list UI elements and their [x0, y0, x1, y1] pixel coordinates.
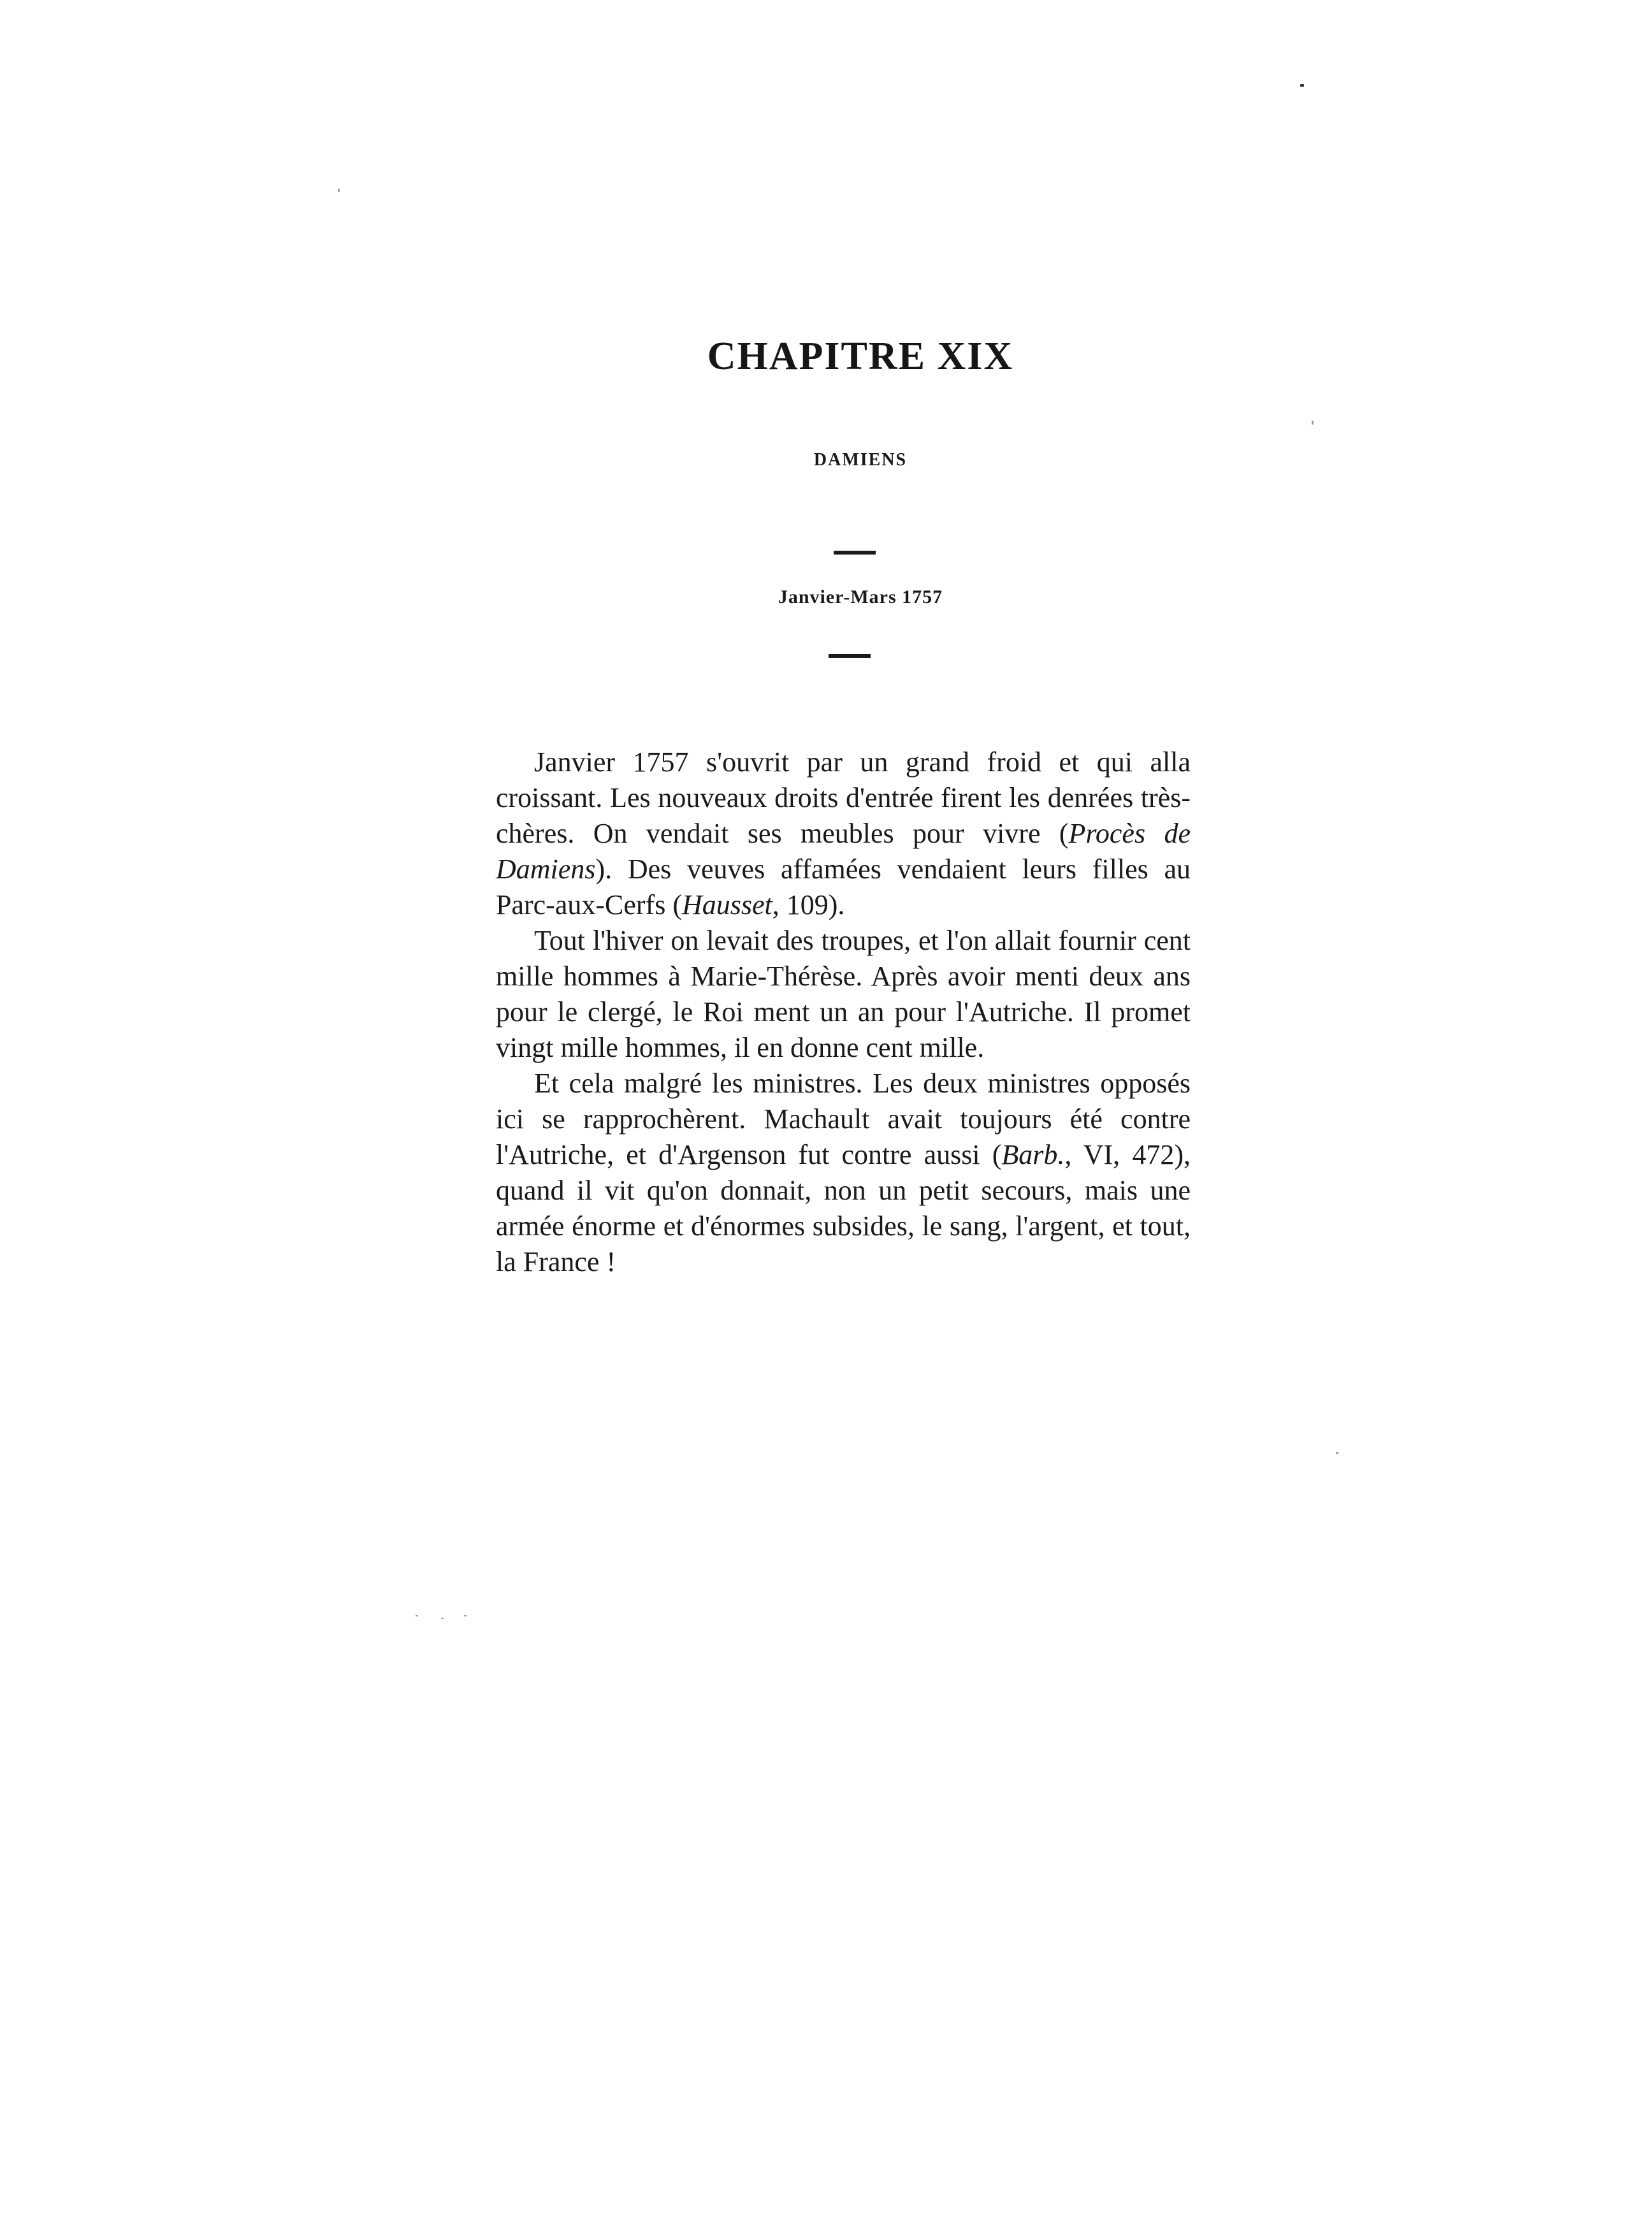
divider-rule-bottom	[829, 654, 871, 658]
paragraph-3-citation-barb: Barb.	[1001, 1139, 1065, 1170]
scan-speck	[441, 1618, 444, 1619]
chapter-subtitle: DAMIENS	[813, 450, 908, 470]
paragraph-3-segment: Et cela malgré les ministres. Les deux ministres opposés ici se rapprochèrent. Machault avait toujours été contre l'Autriche, et d'Argenson fut contre aussi (	[496, 1068, 1191, 1170]
paragraph-1-citation-proces: Procès de Damiens	[496, 818, 1191, 885]
paragraph-1-segment: ). Des veuves affamées vendaient leurs filles au Parc-aux-Cerfs (	[496, 853, 1191, 920]
scan-speck	[1336, 1452, 1338, 1454]
chapter-date: Janvier-Mars 1757	[778, 586, 943, 607]
scan-speck	[416, 1615, 418, 1616]
paragraph-1-segment: Janvier 1757 s'ouvrit par un grand froid et qui alla croissant. Les nouveaux droits d'entrée firent les denrées très-chères. On vendait ses meubles pour vivre (	[496, 746, 1191, 849]
paragraph-2-segment: Tout l'hiver on levait des troupes, et l'on allait fournir cent mille hommes à Marie-Thérèse. Après avoir menti deux ans pour le clergé, le Roi ment un an pour l'Autriche. Il promet vingt mille hommes, il en donne cent mille.	[496, 925, 1191, 1063]
scan-speck	[1300, 84, 1304, 87]
paragraph-3-segment: , VI, 472), quand il vit qu'on donnait, non un petit secours, mais une armée énorme et d'énormes subsides, le sang, l'argent, et tout, la France !	[496, 1139, 1191, 1277]
chapter-title: CHAPITRE XIX	[707, 335, 1014, 378]
body-text	[496, 744, 1191, 1280]
paragraph-2	[496, 923, 1191, 1066]
paragraph-3	[496, 1066, 1191, 1280]
paragraph-1-segment: , 109).	[772, 889, 845, 920]
scan-speck	[464, 1615, 467, 1616]
scan-speck	[338, 189, 340, 192]
paragraph-1-citation-hausset: Hausset	[681, 889, 772, 920]
divider-rule-top	[834, 551, 876, 555]
paragraph-1	[496, 744, 1191, 923]
scan-speck	[1312, 421, 1314, 425]
